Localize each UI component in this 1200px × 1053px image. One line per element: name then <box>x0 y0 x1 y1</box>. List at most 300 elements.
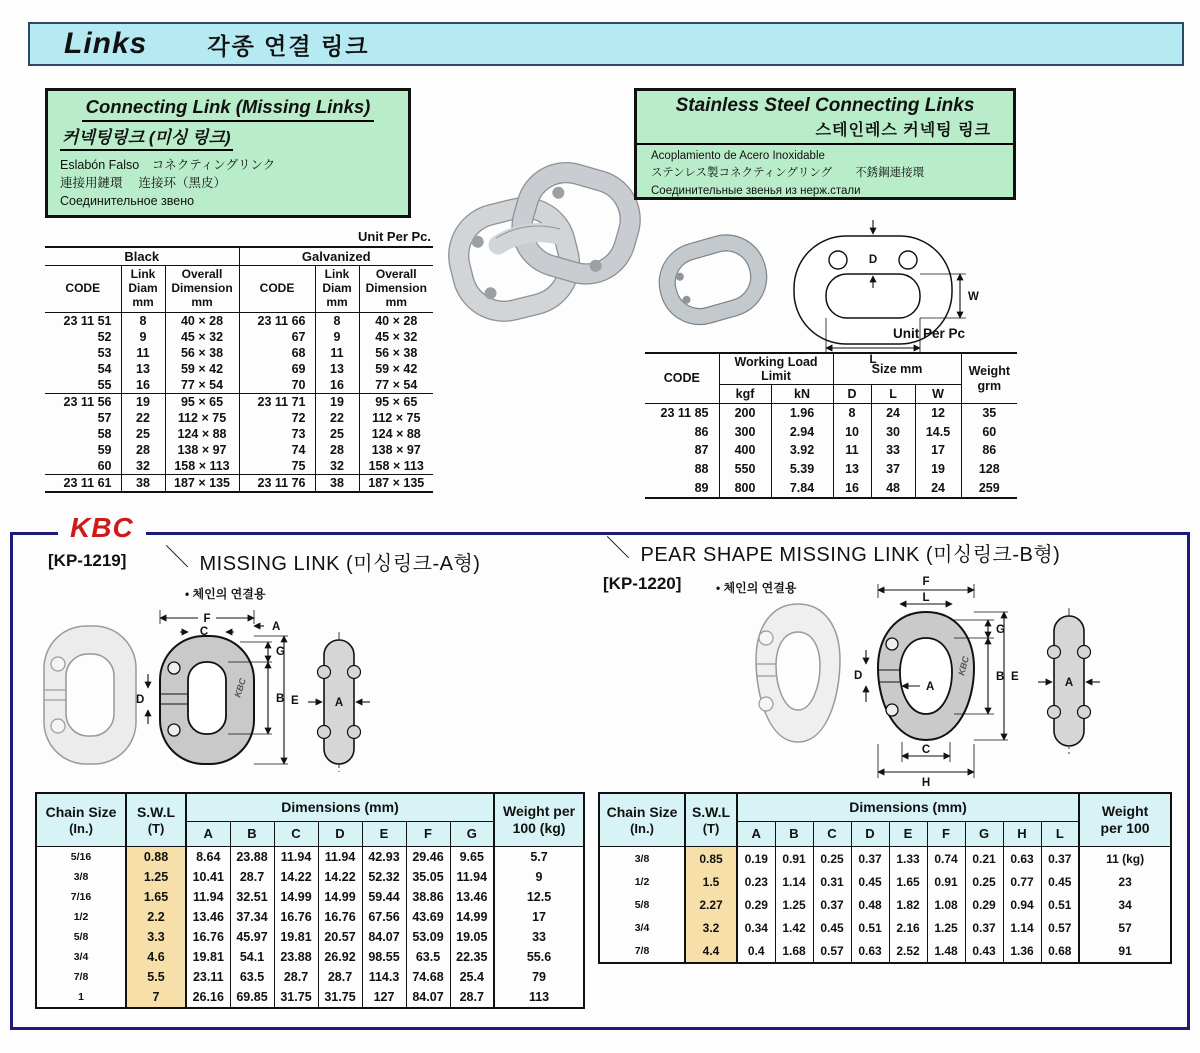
kp1219-note: • 체인의 연결용 <box>185 587 266 601</box>
svg-text:C: C <box>921 744 931 756</box>
translation-line: 連接用鏈環 连接环（黑皮） <box>60 176 226 191</box>
table-cell: 95 × 65 <box>165 394 239 411</box>
table-cell: 3.92 <box>771 441 833 460</box>
table-cell: 0.25 <box>813 847 851 871</box>
size-mm-header: Size mm <box>833 353 961 385</box>
table-cell: 2.52 <box>889 939 927 963</box>
code-header: CODE <box>45 266 121 313</box>
table-cell: 300 <box>719 423 771 442</box>
kp1219-side-view <box>308 632 370 772</box>
table-cell: 2.27 <box>685 893 737 916</box>
dim-col-header: D <box>318 822 362 847</box>
translation-line: Eslabón Falso コネクティングリンク <box>60 158 276 172</box>
table-row <box>36 887 584 907</box>
table-cell: 23 11 51 <box>63 314 112 328</box>
dim-col-header: A <box>186 822 230 847</box>
table-cell: 53 <box>97 346 112 360</box>
table-cell: 54.1 <box>230 947 274 967</box>
kp1220-model-label: [KP-1220] <box>603 574 682 593</box>
table-cell: 16 <box>315 377 359 394</box>
table-cell: 200 <box>719 404 771 423</box>
kp1219-table <box>35 792 585 1009</box>
code-header: CODE <box>645 353 719 404</box>
table-cell: 1.08 <box>927 893 965 916</box>
page-title-korean: 각종 연결 링크 <box>207 32 370 59</box>
svg-text:G: G <box>996 624 1005 636</box>
table-cell: 84.07 <box>362 927 406 947</box>
table-row <box>36 987 584 1008</box>
header-row <box>599 793 1171 822</box>
table-cell: 2.94 <box>771 423 833 442</box>
table-cell: 158 × 113 <box>359 458 433 475</box>
chain-size-header: Chain Size (In.) <box>599 793 685 847</box>
table-cell: 1.68 <box>775 939 813 963</box>
table-row <box>45 442 433 458</box>
table-cell: 13 <box>121 361 165 377</box>
table-cell: 25 <box>315 426 359 442</box>
table-cell: 0.45 <box>813 916 851 939</box>
table-cell: 2.16 <box>889 916 927 939</box>
table-cell: 32 <box>121 458 165 475</box>
svg-text:A: A <box>272 621 281 633</box>
table-cell: 54 <box>97 362 112 376</box>
table-cell: 33 <box>494 927 584 947</box>
table-cell: 69.85 <box>230 987 274 1008</box>
table-cell: 32.51 <box>230 887 274 907</box>
table-cell: 124 × 88 <box>359 426 433 442</box>
table-cell: 14.99 <box>318 887 362 907</box>
sub-header: kN <box>771 385 833 404</box>
table-cell: 0.77 <box>1003 870 1041 893</box>
unit-per-pc-label: Unit Per Pc. <box>358 229 431 244</box>
table-cell: 11.94 <box>318 847 362 868</box>
table-cell: 14.22 <box>274 867 318 887</box>
table-row <box>45 361 433 377</box>
table-cell: 11 <box>833 441 871 460</box>
table-cell: 9.65 <box>450 847 494 868</box>
table-cell: 25.4 <box>450 967 494 987</box>
dim-col-header: G <box>450 822 494 847</box>
table-cell: 35 <box>961 404 1017 423</box>
table-row <box>645 460 1017 479</box>
table-cell: 86 <box>694 424 709 439</box>
table-cell: 29.46 <box>406 847 450 868</box>
table-cell: 1.14 <box>775 870 813 893</box>
table-cell: 0.88 <box>126 847 186 868</box>
table-cell: 127 <box>362 987 406 1008</box>
table-cell: 19.05 <box>450 927 494 947</box>
table-cell: 400 <box>719 441 771 460</box>
kp1219-title: MISSING LINK (미싱링크-A형) <box>199 553 481 575</box>
table-cell: 0.51 <box>851 916 889 939</box>
stainless-title-korean: 스테인레스 커넥팅 링크 <box>815 122 991 139</box>
svg-text:W: W <box>968 291 979 303</box>
table-cell: 3/4 <box>73 951 89 963</box>
table-cell: 84.07 <box>406 987 450 1008</box>
dim-col-header: A <box>737 822 775 847</box>
table-cell: 45 × 32 <box>359 329 433 345</box>
translation-line: ステンレス製コネクティングリング 不銹鋼連接環 <box>651 167 925 180</box>
table-cell: 31.75 <box>274 987 318 1008</box>
table-cell: 1.25 <box>775 893 813 916</box>
table-cell: 5.39 <box>771 460 833 479</box>
table-cell: 56 × 38 <box>359 345 433 361</box>
table-cell: 48 <box>871 478 915 498</box>
dim-col-header: B <box>775 822 813 847</box>
table-row <box>599 939 1171 963</box>
header-row <box>645 353 1017 385</box>
weight-header: Weight per 100 (kg) <box>494 793 584 847</box>
table-cell: 0.68 <box>1041 939 1079 963</box>
table-cell: 7 <box>126 987 186 1008</box>
table-cell: 3/8 <box>634 852 650 865</box>
table-cell: 1/2 <box>634 875 650 888</box>
table-cell: 0.29 <box>965 893 1003 916</box>
table-cell: 74 <box>239 442 315 458</box>
table-cell: 19 <box>315 394 359 411</box>
table-cell: 550 <box>719 460 771 479</box>
page-title: Links <box>64 27 148 60</box>
table-cell: 28 <box>315 442 359 458</box>
svg-text:KBC: KBC <box>956 655 971 677</box>
table-row <box>599 916 1171 939</box>
table-cell: 11.94 <box>186 887 230 907</box>
table-cell: 9 <box>121 329 165 345</box>
table-cell: 23 11 56 <box>45 394 121 411</box>
table-cell: 22 <box>121 410 165 426</box>
table-cell: 11 <box>315 345 359 361</box>
table-cell: 23 11 61 <box>45 475 121 493</box>
table-cell: 34 <box>1079 893 1171 916</box>
table-cell: 1.25 <box>126 867 186 887</box>
table-cell: 5.7 <box>494 847 584 868</box>
table-cell: 20.57 <box>318 927 362 947</box>
connecting-link-table <box>45 246 433 493</box>
table-row <box>45 313 433 330</box>
table-cell: 0.23 <box>737 870 775 893</box>
table-cell: 23 11 85 <box>660 406 709 421</box>
table-cell: 40 × 28 <box>359 313 433 330</box>
table-cell: 9 <box>494 867 584 887</box>
kp1220-side-view <box>1038 608 1100 754</box>
table-cell: 38 <box>121 475 165 493</box>
table-cell: 11 (kg) <box>1079 847 1171 871</box>
table-cell: 0.91 <box>775 847 813 871</box>
table-cell: 95 × 65 <box>359 394 433 411</box>
table-cell: 79 <box>494 967 584 987</box>
table-cell: 16.76 <box>186 927 230 947</box>
table-cell: 22.35 <box>450 947 494 967</box>
table-cell: 19.81 <box>274 927 318 947</box>
working-load-limit-header: Working Load Limit <box>719 353 833 385</box>
stainless-link-photo <box>645 226 780 336</box>
table-cell: 19 <box>915 460 961 479</box>
table-row <box>645 441 1017 460</box>
table-cell: 37 <box>871 460 915 479</box>
table-cell: 12.5 <box>494 887 584 907</box>
weight-header: Weight per 100 <box>1079 793 1171 847</box>
svg-text:E: E <box>1011 671 1019 683</box>
table-cell: 1.36 <box>1003 939 1041 963</box>
table-cell: 0.19 <box>737 847 775 871</box>
table-cell: 87 <box>694 443 709 458</box>
kp1220-table <box>598 792 1172 964</box>
header-row <box>36 793 584 822</box>
table-cell: 23 11 66 <box>239 313 315 330</box>
table-row <box>45 329 433 345</box>
table-cell: 16 <box>833 478 871 498</box>
svg-text:C: C <box>199 626 209 638</box>
table-cell: 1.48 <box>927 939 965 963</box>
sub-header: D <box>833 385 871 404</box>
table-cell: 0.45 <box>1041 870 1079 893</box>
page-title-bar <box>28 22 1184 66</box>
table-cell: 187 × 135 <box>359 475 433 493</box>
table-cell: 23 11 76 <box>239 475 315 493</box>
table-cell: 128 <box>961 460 1017 479</box>
dimensions-header: Dimensions (mm) <box>186 793 494 822</box>
translation-line: Соединительное звено <box>60 194 195 209</box>
kp1219-photo <box>44 626 136 764</box>
table-cell: 5/16 <box>70 851 92 863</box>
table-cell: 22 <box>315 410 359 426</box>
code-header: CODE <box>239 266 315 313</box>
table-cell: 60 <box>97 459 112 473</box>
table-cell: 13.46 <box>450 887 494 907</box>
table-cell: 45 × 32 <box>165 329 239 345</box>
table-cell: 13 <box>833 460 871 479</box>
dimensions-header: Dimensions (mm) <box>737 793 1079 822</box>
table-row <box>645 423 1017 442</box>
table-cell: 1/2 <box>73 911 89 923</box>
table-cell: 19.81 <box>186 947 230 967</box>
table-cell: 19 <box>121 394 165 411</box>
table-row <box>36 907 584 927</box>
table-cell: 1.33 <box>889 847 927 871</box>
table-cell: 55 <box>97 378 112 392</box>
table-cell: 14.99 <box>450 907 494 927</box>
table-cell: 58 <box>97 427 112 441</box>
table-cell: 8.64 <box>186 847 230 868</box>
table-cell: 28.7 <box>230 867 274 887</box>
dim-col-header: B <box>230 822 274 847</box>
table-cell: 88 <box>694 462 709 477</box>
table-cell: 77 × 54 <box>165 377 239 394</box>
table-cell: 57 <box>1079 916 1171 939</box>
kp1220-diagrams <box>736 572 1120 790</box>
svg-text:KBC: KBC <box>232 676 248 699</box>
table-cell: 16.76 <box>274 907 318 927</box>
dim-col-header: F <box>406 822 450 847</box>
black-group-header: Black <box>45 247 239 266</box>
svg-text:L: L <box>922 592 930 604</box>
table-cell: 53.09 <box>406 927 450 947</box>
table-cell: 23 <box>1079 870 1171 893</box>
table-row <box>645 404 1017 423</box>
translation-line: Acoplamiento de Acero Inoxidable <box>651 150 825 162</box>
table-row <box>45 458 433 475</box>
dim-col-header: L <box>1041 822 1079 847</box>
table-cell: 23.88 <box>274 947 318 967</box>
sub-header: kgf <box>719 385 771 404</box>
table-cell: 13 <box>315 361 359 377</box>
table-cell: 56 × 38 <box>165 345 239 361</box>
table-cell: 0.34 <box>737 916 775 939</box>
dim-col-header: E <box>362 822 406 847</box>
table-cell: 10 <box>833 423 871 442</box>
table-cell: 77 × 54 <box>359 377 433 394</box>
sub-header: L <box>871 385 915 404</box>
table-cell: 67 <box>239 329 315 345</box>
table-cell: 5.5 <box>126 967 186 987</box>
interlocked-missing-links-photo <box>438 150 648 335</box>
table-cell: 113 <box>494 987 584 1008</box>
table-cell: 23.11 <box>186 967 230 987</box>
table-cell: 0.57 <box>1041 916 1079 939</box>
table-cell: 86 <box>961 441 1017 460</box>
table-cell: 63.5 <box>406 947 450 967</box>
table-cell: 0.51 <box>1041 893 1079 916</box>
table-row <box>45 475 433 493</box>
table-cell: 26.16 <box>186 987 230 1008</box>
table-cell: 28.7 <box>318 967 362 987</box>
table-cell: 8 <box>833 404 871 423</box>
table-cell: 0.43 <box>965 939 1003 963</box>
table-cell: 1.14 <box>1003 916 1041 939</box>
svg-text:G: G <box>276 646 285 658</box>
table-cell: 0.45 <box>851 870 889 893</box>
table-cell: 74.68 <box>406 967 450 987</box>
weight-header: Weight grm <box>961 353 1017 404</box>
table-cell: 17 <box>915 441 961 460</box>
table-cell: 0.63 <box>1003 847 1041 871</box>
table-cell: 124 × 88 <box>165 426 239 442</box>
table-cell: 13.46 <box>186 907 230 927</box>
table-cell: 0.31 <box>813 870 851 893</box>
swl-header: S.W.L (T) <box>685 793 737 847</box>
kp1220-note: • 체인의 연결용 <box>716 581 797 595</box>
link-diam-header: Link Diam mm <box>121 266 165 313</box>
table-cell: 43.69 <box>406 907 450 927</box>
table-row <box>45 345 433 361</box>
dim-col-header: G <box>965 822 1003 847</box>
table-cell: 33 <box>871 441 915 460</box>
dim-col-header: H <box>1003 822 1041 847</box>
table-cell: 59 <box>97 443 112 457</box>
table-cell: 10.41 <box>186 867 230 887</box>
table-cell: 72 <box>239 410 315 426</box>
stainless-table <box>645 352 1017 499</box>
table-cell: 0.37 <box>1041 847 1079 871</box>
svg-text:D: D <box>868 254 878 266</box>
table-cell: 57 <box>97 411 112 425</box>
table-cell: 114.3 <box>362 967 406 987</box>
kp1220-front-drawing <box>854 576 1019 789</box>
table-row <box>45 410 433 426</box>
table-cell: 23.88 <box>230 847 274 868</box>
table-cell: 11.94 <box>274 847 318 868</box>
table-cell: 16.76 <box>318 907 362 927</box>
table-cell: 1.96 <box>771 404 833 423</box>
table-cell: 11.94 <box>450 867 494 887</box>
table-cell: 4.4 <box>685 939 737 963</box>
kp1220-heading <box>606 535 1061 567</box>
table-cell: 0.21 <box>965 847 1003 871</box>
svg-text:A: A <box>926 681 935 693</box>
galvanized-group-header: Galvanized <box>239 247 433 266</box>
table-cell: 1.25 <box>927 916 965 939</box>
table-cell: 25 <box>121 426 165 442</box>
table-cell: 3/4 <box>634 921 650 934</box>
overall-dimension-header: Overall Dimension mm <box>359 266 433 313</box>
table-cell: 14.22 <box>318 867 362 887</box>
svg-text:B: B <box>276 693 285 705</box>
unit-per-pc-label: Unit Per Pc <box>893 326 966 341</box>
table-cell: 75 <box>239 458 315 475</box>
svg-text:F: F <box>922 576 930 588</box>
table-cell: 5/8 <box>634 898 650 911</box>
table-cell: 89 <box>694 480 709 495</box>
kbc-logo: KBC <box>58 512 146 544</box>
table-cell: 138 × 97 <box>165 442 239 458</box>
table-cell: 73 <box>239 426 315 442</box>
table-row <box>36 847 584 868</box>
table-cell: 70 <box>239 377 315 394</box>
table-cell: 3.2 <box>685 916 737 939</box>
table-row <box>36 867 584 887</box>
stainless-translations <box>637 145 1013 200</box>
svg-text:E: E <box>291 695 299 707</box>
table-cell: 59 × 42 <box>359 361 433 377</box>
link-diam-header: Link Diam mm <box>315 266 359 313</box>
table-cell: 28 <box>121 442 165 458</box>
table-cell: 0.94 <box>1003 893 1041 916</box>
table-cell: 5/8 <box>73 931 89 943</box>
table-cell: 0.37 <box>851 847 889 871</box>
table-cell: 0.25 <box>965 870 1003 893</box>
table-cell: 11 <box>121 345 165 361</box>
stainless-title: Stainless Steel Connecting Links <box>675 95 975 116</box>
kp1220-title: PEAR SHAPE MISSING LINK (미싱링크-B형) <box>640 544 1061 566</box>
table-cell: 187 × 135 <box>165 475 239 493</box>
kp1219-model-label: [KP-1219] <box>48 551 127 570</box>
connecting-link-title-korean: 커넥팅링크 (미싱 링크) <box>60 123 396 151</box>
table-row <box>599 870 1171 893</box>
table-cell: 63.5 <box>230 967 274 987</box>
table-cell: 800 <box>719 478 771 498</box>
overall-dimension-header: Overall Dimension mm <box>165 266 239 313</box>
connecting-link-header-box <box>45 88 411 218</box>
svg-text:D: D <box>136 694 145 706</box>
kp1219-front-drawing <box>136 610 299 764</box>
table-row <box>36 947 584 967</box>
dim-col-header: C <box>274 822 318 847</box>
table-cell: 52.32 <box>362 867 406 887</box>
column-header-row <box>45 266 433 313</box>
table-cell: 12 <box>915 404 961 423</box>
table-cell: 1.65 <box>889 870 927 893</box>
table-cell: 3/8 <box>73 871 89 883</box>
table-cell: 0.57 <box>813 939 851 963</box>
table-cell: 7.84 <box>771 478 833 498</box>
table-cell: 32 <box>315 458 359 475</box>
kp1219-heading <box>165 544 481 576</box>
table-cell: 40 × 28 <box>165 313 239 330</box>
table-cell: 45.97 <box>230 927 274 947</box>
table-row <box>45 394 433 411</box>
table-cell: 24 <box>915 478 961 498</box>
table-cell: 68 <box>239 345 315 361</box>
